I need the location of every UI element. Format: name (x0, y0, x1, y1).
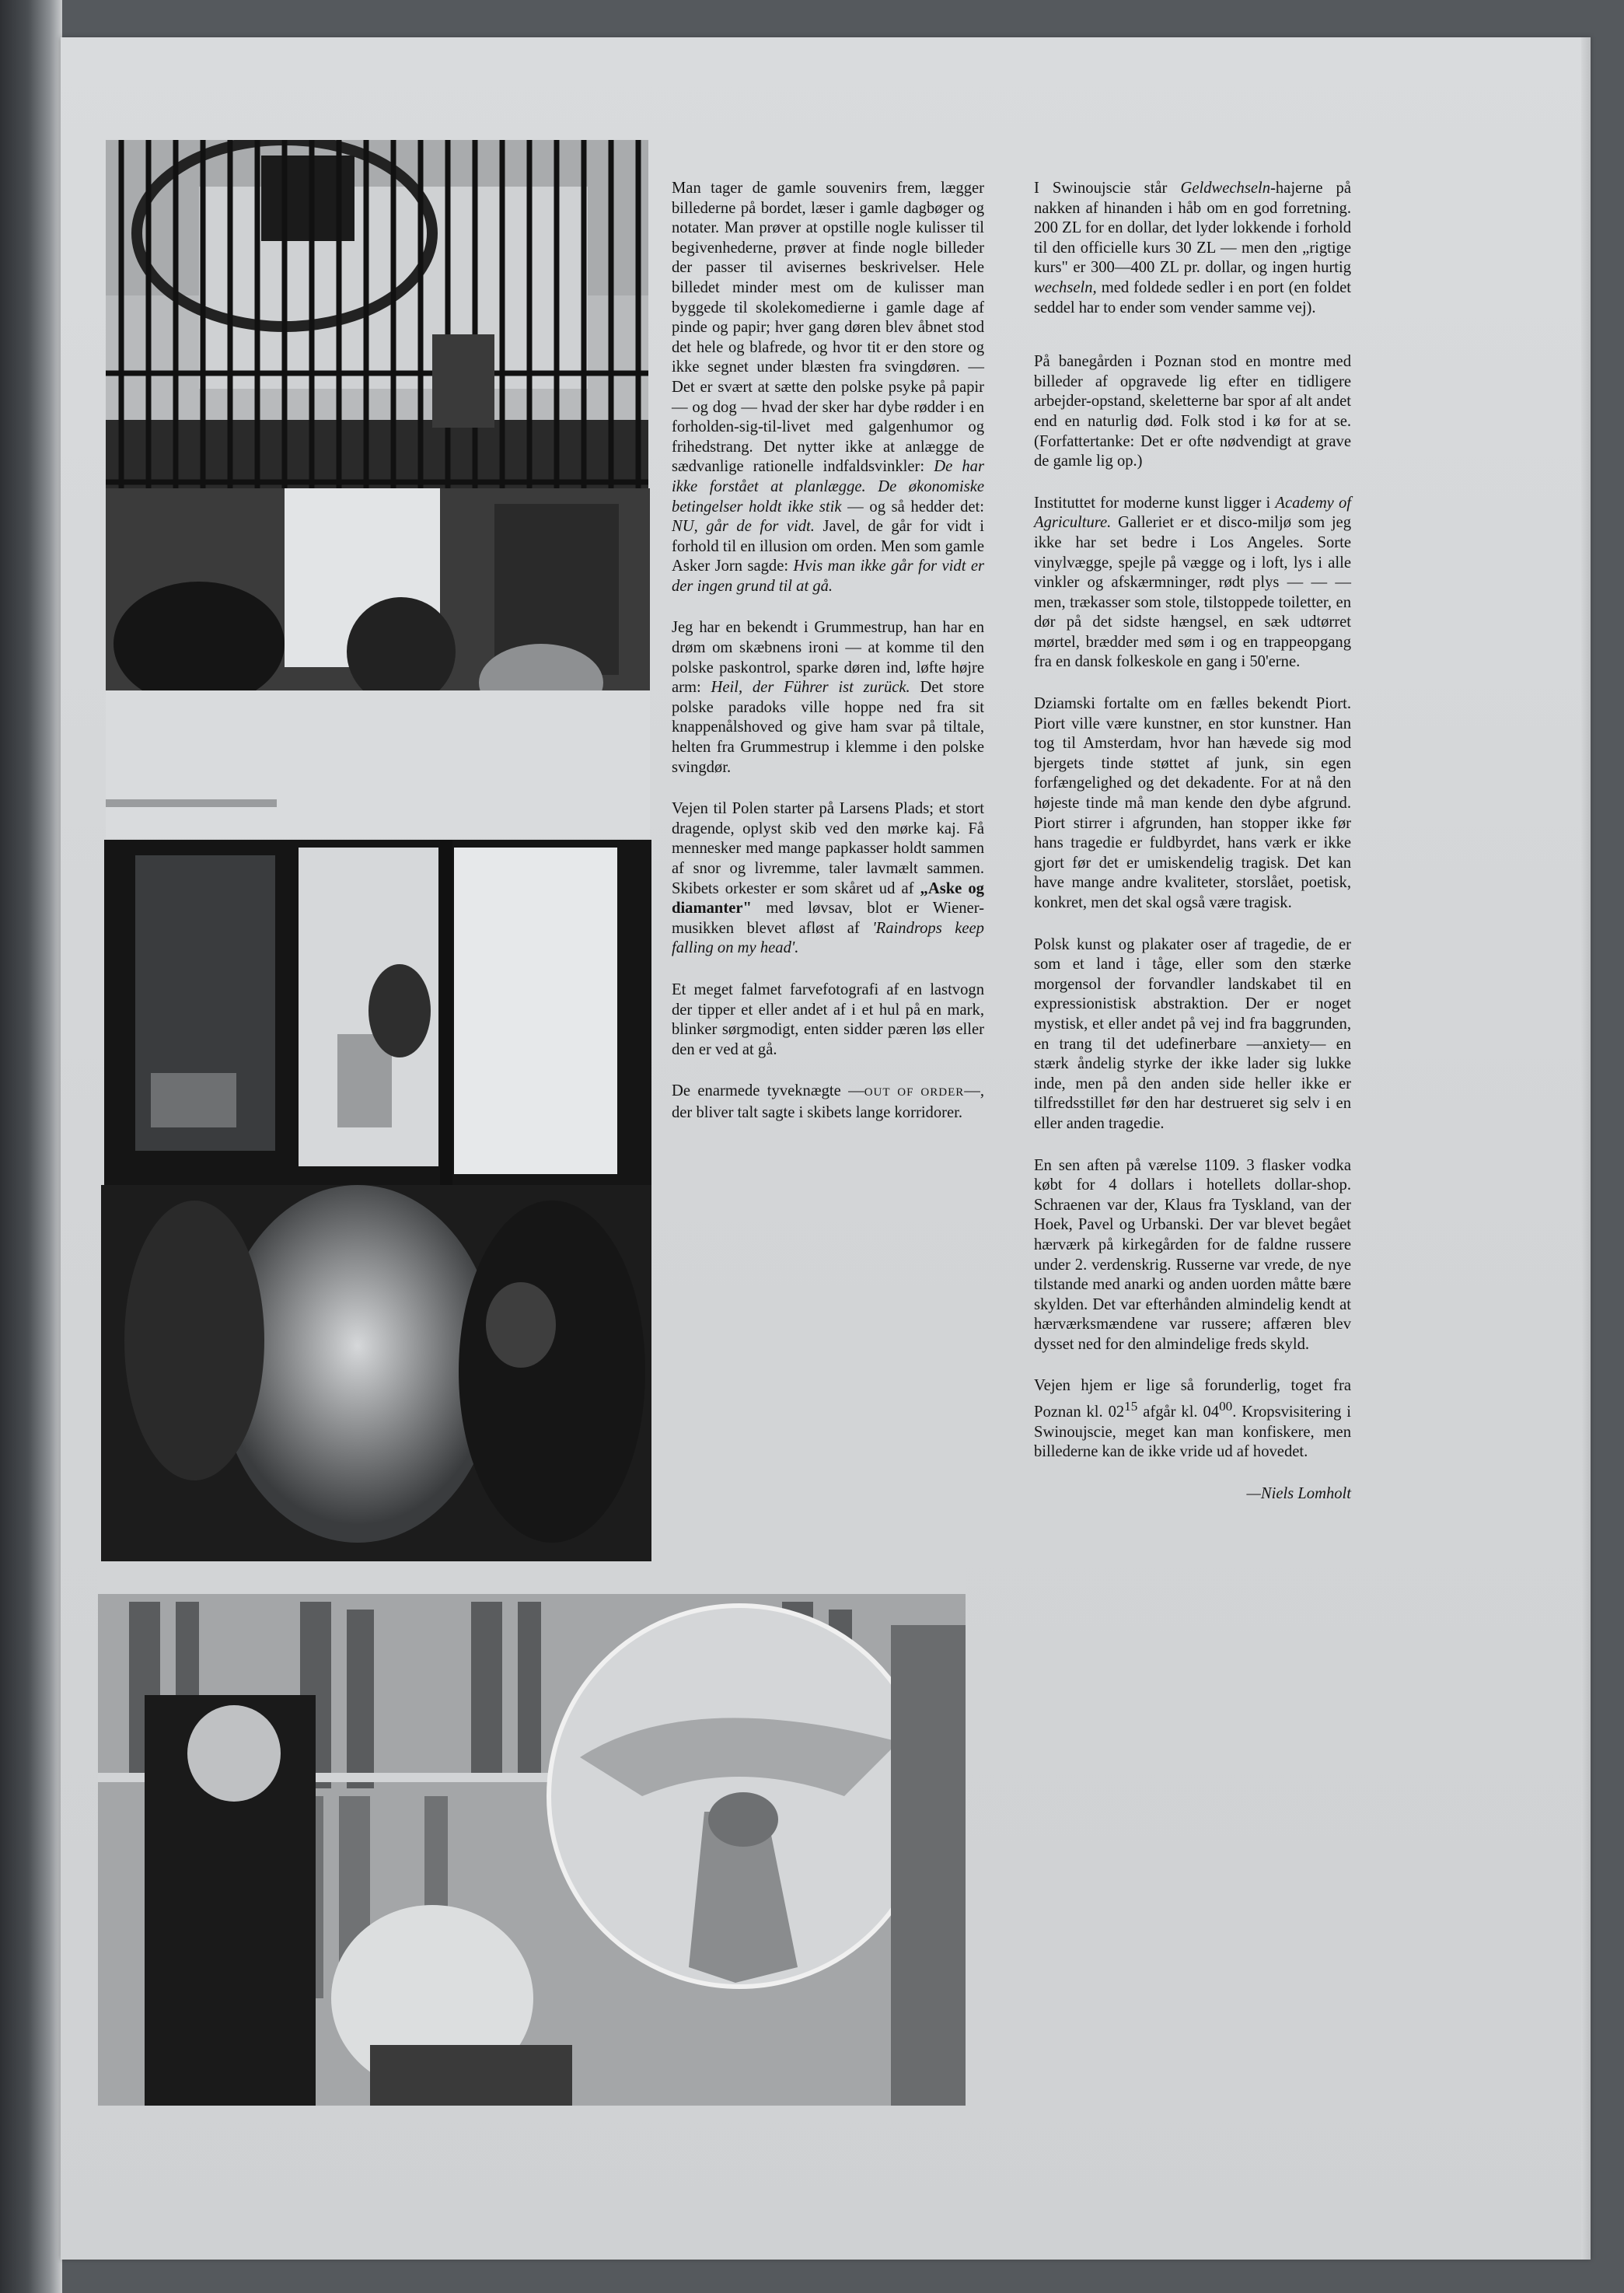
col1-p2-text-b: Det store polske paradoks ville hoppe ned fra sit knappenålshoved og give ham svar på tiltale, helten fra Grummestrup i klemme i den polske svingdør. (672, 679, 984, 776)
col2-p1-text-c: med foldede sedler i en port (en foldet seddel har to ender som vender samme vej). (1034, 278, 1351, 316)
author-signature: —Niels Lomholt (1246, 1484, 1351, 1502)
col1-p2-text-a: Jeg har en bekendt i Grummestrup, han har en drøm om skæbnens ironi — at komme til den polske paskontrol, sparke døren ind, løfte højre arm: (672, 619, 984, 697)
col1-p1-mid-2: Javel, de går for vidt i forhold til en illusion om orden. Men som gamle Asker Jorn sagde: (672, 518, 984, 575)
col2-p1-italic-2: wechseln, (1034, 278, 1097, 296)
photo-gate-sign (106, 140, 648, 526)
photo-tie-shop (98, 1563, 966, 2106)
col1-p5-smallcaps: OUT OF ORDER (864, 1086, 965, 1099)
col1-p3-italic: 'Raindrops keep falling on my head'. (672, 919, 984, 957)
people-table-image (106, 488, 650, 838)
col2-p1-italic-1: Geldwechseln (1180, 180, 1271, 197)
blurred-figures-image (101, 1185, 651, 1561)
col1-p1-italic-1: De har ikke forstået at planlægge. De økonomiske betingelser holdt ikke stik (672, 458, 984, 516)
col1-p3-bold-title: „Aske og diamanter" (672, 879, 984, 918)
col1-paragraph-4: Et meget falmet farvefotografi af en lastvogn der tipper et eller andet af i et hul på en mark, blinker sørgmodigt, enten sidder pæren løs eller den er ved at gå. (672, 980, 984, 1058)
col2-p7-text-a: Vejen hjem er lige så forunderlig, toget fra Poznan kl. 02 (1034, 1377, 1351, 1421)
col2-p7-sup-1: 15 (1124, 1399, 1138, 1414)
tie-shop-image (98, 1563, 966, 2106)
doorway-image (104, 840, 651, 1190)
col1-p3-text-a: Vejen til Polen starter på Larsens Plads; et stort dragende, oplyst skib ved den mørke kaj. Få mennesker med mange papkasser holdt sammen af snor og livremme, taler lavmælt sammen. Skibets orkester er som skåret ud af (672, 800, 984, 897)
photo-people-table (106, 488, 650, 838)
col2-paragraph-6: En sen aften på værelse 1109. 3 flasker vodka købt for 4 dollars i hotellets dollar-shop. Schraenen var der, Klaus fra Tyskland, van der Hoek, Pavel og Urbanski. Der var blevet begået hærværk på kirkegården for de faldne russere under 2. verdenskrig. Russerne var vrede, de nye tilstande med anarki og anden uorden måtte bære skylden. Det var efterhånden almindelig kendt at hærværksmændene var russere; affæren blev dysset ned for den almindelige freds skyld. (1034, 1156, 1351, 1353)
gate-sign-image (106, 140, 648, 526)
col2-p7-sup-2: 00 (1219, 1399, 1233, 1414)
col1-p1-italic-2: NU, går de for vidt. (672, 518, 815, 536)
photo-blurred-figures (101, 1185, 651, 1561)
photo-doorway (104, 840, 651, 1190)
col1-p2-italic: Heil, der Führer ist zurück. (711, 679, 910, 697)
col2-p3-text-a: Instituttet for moderne kunst ligger i (1034, 494, 1271, 512)
article-column-1 (672, 179, 984, 1145)
magazine-page (61, 37, 1591, 2260)
col2-paragraph-7 (1034, 1376, 1351, 1462)
col2-p3-italic: Academy of Agriculture. (1034, 494, 1352, 532)
col2-p1-text-b: -hajerne på nakken af hinanden i håb om en god forretning. 200 ZL for en dollar, det lyder lokkende i forhold til den officielle kurs 30 ZL — men den „rigtige kurs" er 300—400 ZL pr. dollar, og ingen hurtig (1034, 180, 1351, 277)
col1-paragraph-2 (672, 618, 984, 778)
col2-p7-text-c: . Kropsvisitering i Swinoujscie, meget kan man konfiskere, men billederne kan de ikke vride ud af hovedet. (1034, 1403, 1351, 1461)
col2-paragraph-2: På banegården i Poznan stod en montre med billeder af opgravede lig efter en tidligere arbejder-opstand, skeletterne bar spor af alt andet end en naturlig død. Folk stod i kø for at se. (Forfattertanke: Det er ofte nødvendigt at grave de gamle lig op.) (1034, 353, 1351, 470)
col1-paragraph-1 (672, 179, 984, 596)
col1-p1-text: Man tager de gamle souvenirs frem, lægger billederne på bordet, læser i gamle dagbøger og notater. Man prøver at opstille nogle kulisser til begivenhederne, prøver at finde nogle billeder der passer til avisernes beskrivelser. Hele billedet minder mest om de kulisser man byggede til skolekomedierne i gamle dage af pinde og papir; hver gang døren blev åbnet stod det hele og blafrede, og hvor tit er den store og ikke segnet under blæsten fra svingdøren. — Det er svært at sætte den polske psyke på papir — og dog — hvad der sker har dybe rødder i en forholden-sig-til-livet med galgenhumor og frihedstrang. Det nytter ikke at anlægge de sædvanlige rationelle indfaldsvinkler: (672, 180, 984, 476)
col1-p5-text-b: —, der bliver talt sagte i skibets lange korridorer. (672, 1082, 984, 1121)
col1-p3-text-b: med løvsav, blot er Wiener-musikken blevet afløst af (672, 900, 984, 937)
magazine-spine-shadow (0, 0, 62, 2293)
col1-paragraph-5 (672, 1082, 984, 1123)
col2-p7-text-b: afgår kl. 04 (1143, 1403, 1220, 1421)
col1-p5-text-a: De enarmede tyveknægte — (672, 1082, 864, 1100)
col2-paragraph-1 (1034, 179, 1351, 318)
col2-p1-text-a: I Swinoujscie står (1034, 180, 1168, 197)
col2-paragraph-3 (1034, 494, 1351, 673)
col1-p1-mid-1: — og så hedder det: (847, 498, 984, 516)
col2-p3-text-b: Galleriet er et disco-miljø som jeg ikke har set bedre i Los Angeles. Sorte vinylvægge, spejle på vægge og i loft, lys i alle vinkler og afskærmninger, rødt plys — — — men, trækasser som stole, tilstoppede toiletter, en dør på det sidste hængsel, en sæk udtørret mørtel, brædder med søm i og en trappeopgang fra en dansk folkeskole en gang i 50'erne. (1034, 514, 1351, 671)
col2-paragraph-5: Polsk kunst og plakater oser af tragedie, de er som et land i tåge, eller som den stærke morgensol der forvandler landskabet til en expressionistisk abstraktion. Der er noget mystisk, et eller andet på vej ind fra baggrunden, en trang til det udefinerbare —anxiety— en stærk åndelig styrke der ikke lader sig lukke inde, men på den anden side heller ikke er tilfredsstillet før den har destrueret sig selv i en eller anden tragedie. (1034, 935, 1351, 1132)
page-edge (1581, 37, 1591, 2260)
col2-paragraph-4: Dziamski fortalte om en fælles bekendt Piort. Piort ville være kunstner, en stor kunstner. Han tog til Amsterdam, hvor han hævede sig mod bjergets tinde støttet af junk, sin egen forfængelighed og det dekadente. For at nå den højeste tinde må man kende den dybe afgrund. Piort stirrer i afgrunden, han stopper ikke før hans tragedie er fuldbyrdet, hans værk er ikke gjort før det er umiskendelig tragisk. Det kan have mange andre kvaliteter, storslået, poetisk, konkret, men det skal også være tragisk. (1034, 695, 1351, 911)
col1-paragraph-3 (672, 799, 984, 959)
col1-p1-italic-3: Hvis man ikke går for vidt er der ingen grund til at gå. (672, 558, 984, 595)
article-column-2 (1034, 179, 1351, 1526)
